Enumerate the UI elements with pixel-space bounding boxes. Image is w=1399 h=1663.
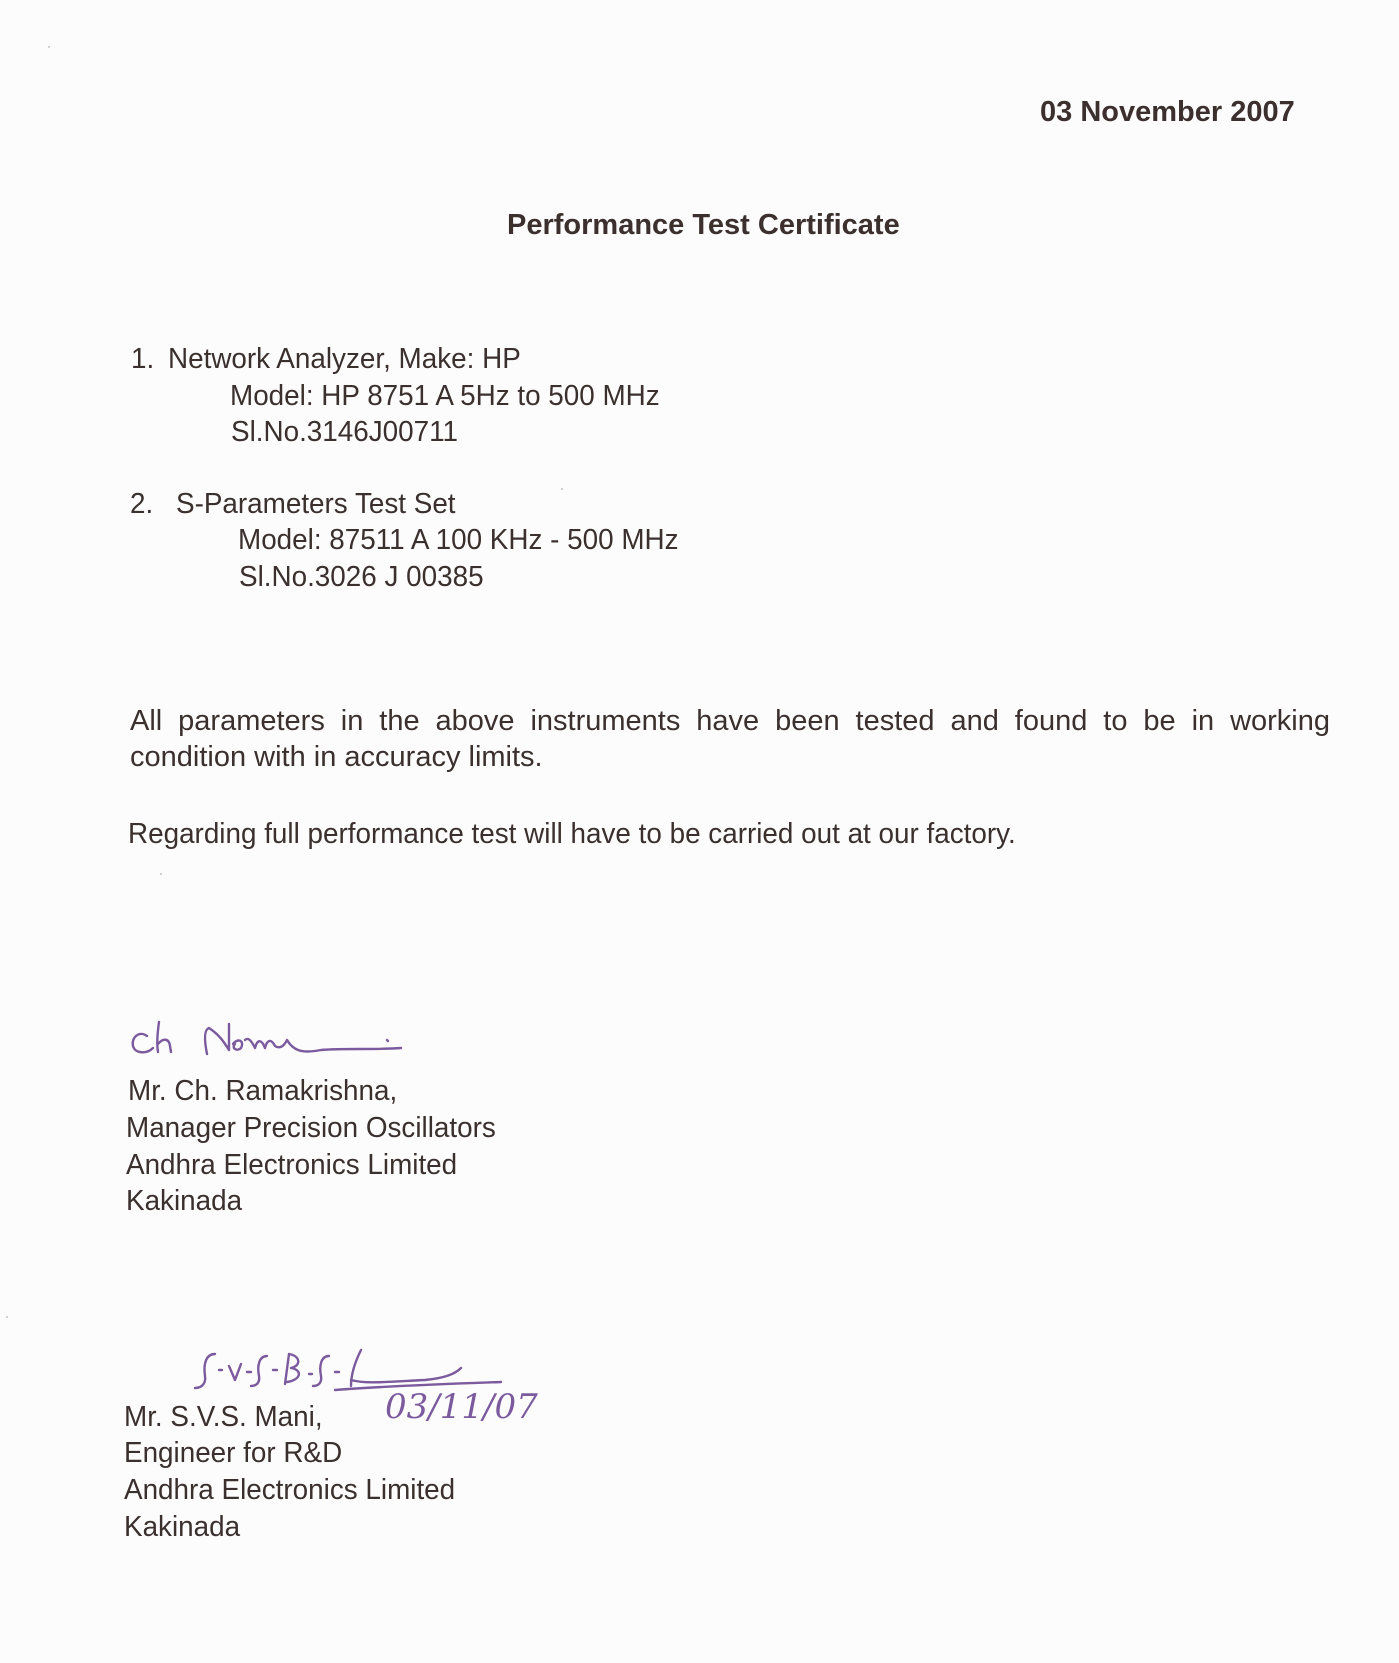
instrument-number: 2. (130, 488, 154, 520)
instrument-name: Network Analyzer, Make: HP (168, 343, 521, 375)
scan-speck (561, 488, 563, 490)
signatory-designation: Engineer for R&D (124, 1437, 343, 1469)
signatory-name: Mr. Ch. Ramakrishna, (128, 1075, 398, 1107)
signature-ramakrishna (125, 1010, 445, 1070)
instrument-model: Model: 87511 A 100 KHz - 500 MHz (238, 524, 679, 556)
handwritten-date: 03/11/07 (385, 1387, 538, 1427)
certificate-date: 03 November 2007 (1040, 96, 1295, 128)
signatory-name: Mr. S.V.S. Mani, (124, 1401, 323, 1433)
instrument-name: S-Parameters Test Set (176, 488, 456, 520)
scan-speck (6, 1316, 8, 1318)
certificate-title: Performance Test Certificate (507, 209, 900, 241)
factory-note: Regarding full performance test will have to be carried out at our factory. (128, 818, 1016, 850)
signatory-company: Andhra Electronics Limited (126, 1149, 458, 1181)
test-statement: All parameters in the above instruments have been tested and found to be in working condition with in accuracy limits. (130, 705, 1330, 773)
instrument-serial: Sl.No.3026 J 00385 (239, 561, 484, 593)
signatory-location: Kakinada (124, 1511, 241, 1543)
instrument-model: Model: HP 8751 A 5Hz to 500 MHz (230, 380, 660, 412)
instrument-number: 1. (131, 343, 155, 375)
scan-speck (48, 46, 50, 48)
signatory-company: Andhra Electronics Limited (124, 1474, 456, 1506)
signatory-designation: Manager Precision Oscillators (126, 1112, 496, 1144)
instrument-serial: Sl.No.3146J00711 (231, 416, 459, 448)
scan-speck (160, 873, 162, 875)
signatory-location: Kakinada (126, 1185, 243, 1217)
